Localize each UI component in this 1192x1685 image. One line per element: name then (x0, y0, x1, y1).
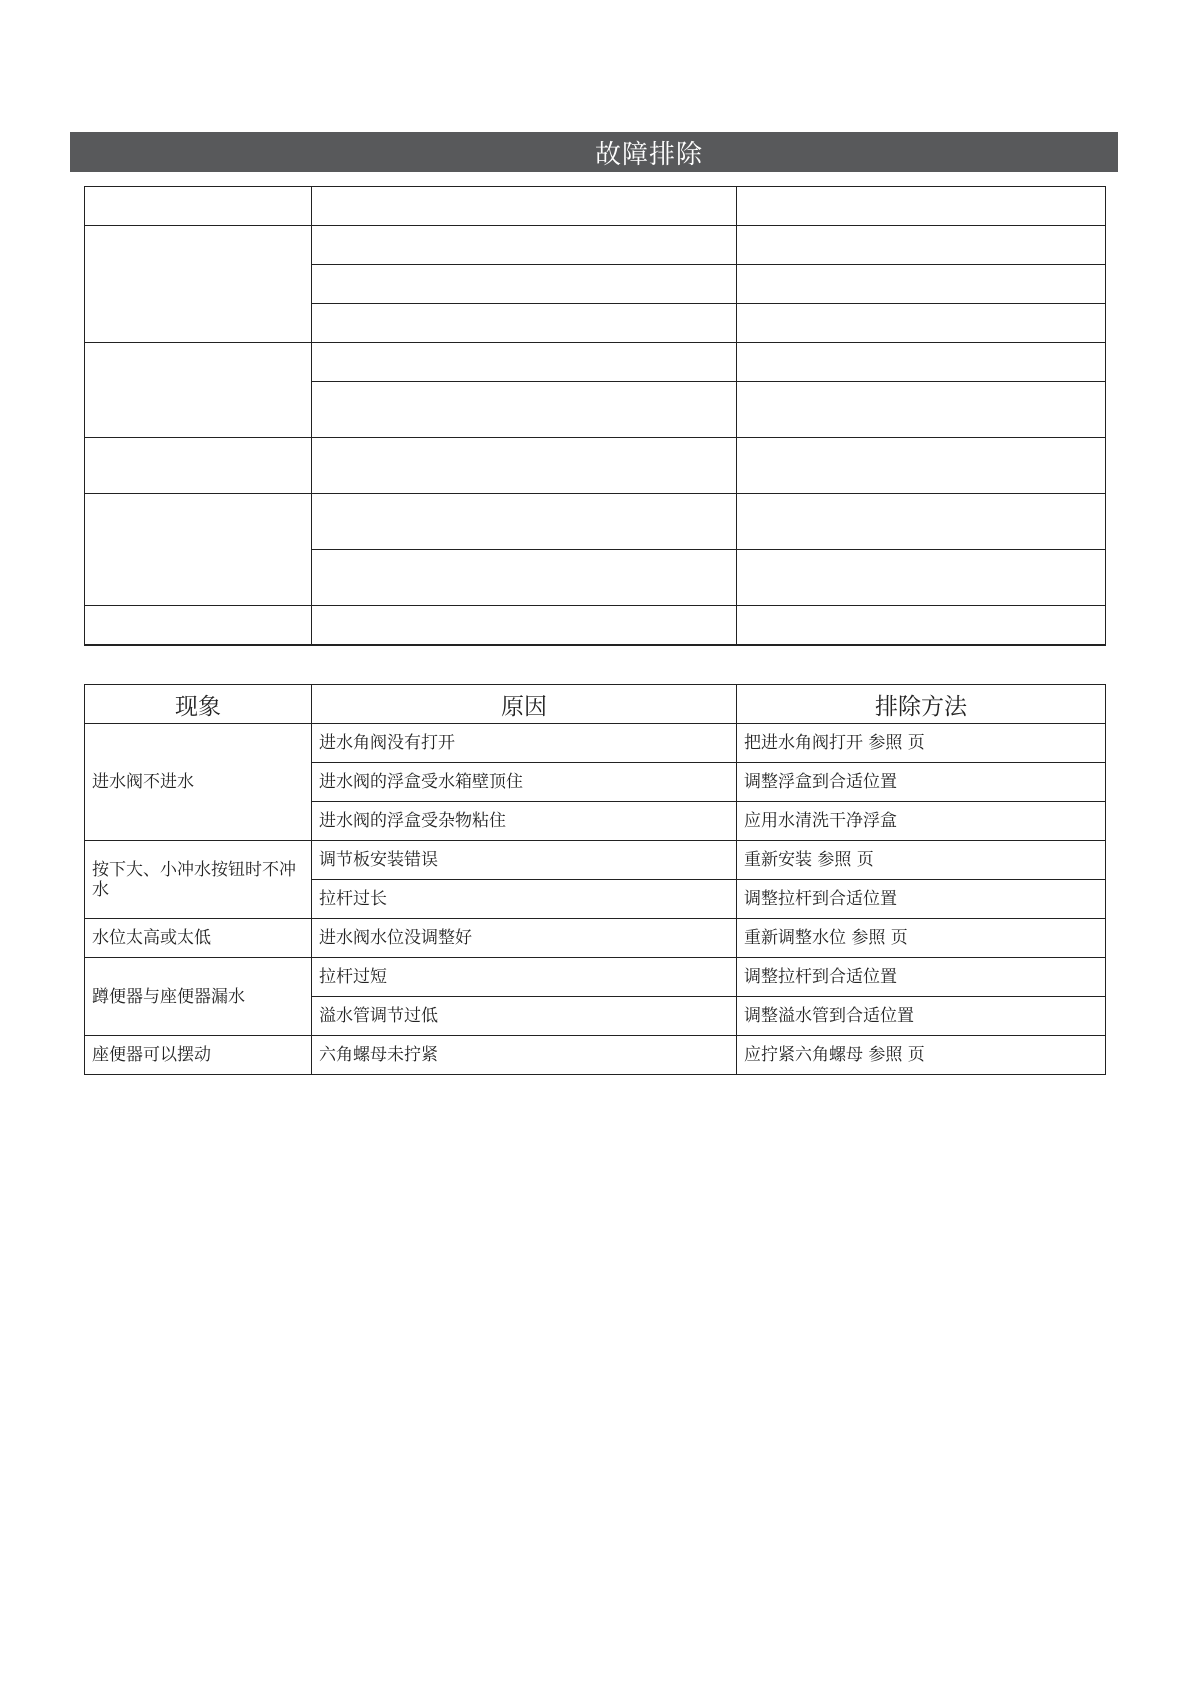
remedy-cell: 重新安装 参照 页 (737, 841, 1106, 880)
table-row (85, 958, 1106, 997)
symptom-cell: 按下大、小冲水按钮时不冲水 (85, 841, 312, 919)
table-row (85, 724, 1106, 763)
table-row (85, 438, 1106, 494)
table-cell (737, 494, 1106, 550)
cause-cell: 调节板安装错误 (312, 841, 737, 880)
remedy-cell: 重新调整水位 参照 页 (737, 919, 1106, 958)
cause-cell: 溢水管调节过低 (312, 997, 737, 1036)
cause-cell: 进水阀水位没调整好 (312, 919, 737, 958)
table-row (85, 841, 1106, 880)
table-cell (737, 550, 1106, 606)
table-cell (85, 343, 312, 438)
table-row (85, 187, 1106, 226)
remedy-cell: 应拧紧六角螺母 参照 页 (737, 1036, 1106, 1075)
header-remedy: 排除方法 (737, 685, 1106, 724)
table-row (85, 494, 1106, 550)
symptom-cell: 座便器可以摆动 (85, 1036, 312, 1075)
table-cell (312, 438, 737, 494)
section-title-bar (70, 132, 1118, 172)
table-cell (312, 226, 737, 265)
table-cell (737, 187, 1106, 226)
blank-table (84, 186, 1106, 646)
table-header-row (85, 685, 1106, 724)
table-cell (312, 494, 737, 550)
table-cell (312, 550, 737, 606)
table-row (85, 226, 1106, 265)
table-row (85, 919, 1106, 958)
table-cell (85, 438, 312, 494)
table-cell (737, 343, 1106, 382)
table-cell (312, 187, 737, 226)
table-cell (737, 382, 1106, 438)
table-cell (737, 606, 1106, 646)
symptom-cell: 进水阀不进水 (85, 724, 312, 841)
table-cell (312, 382, 737, 438)
symptom-cell: 水位太高或太低 (85, 919, 312, 958)
cause-cell: 拉杆过长 (312, 880, 737, 919)
table-cell (312, 606, 737, 646)
table-cell (737, 226, 1106, 265)
cause-cell: 进水阀的浮盒受水箱壁顶住 (312, 763, 737, 802)
header-cause: 原因 (312, 685, 737, 724)
cause-cell: 进水角阀没有打开 (312, 724, 737, 763)
table-row (85, 1036, 1106, 1075)
table-cell (85, 494, 312, 606)
table-cell (85, 606, 312, 646)
cause-cell: 进水阀的浮盒受杂物粘住 (312, 802, 737, 841)
remedy-cell: 调整浮盒到合适位置 (737, 763, 1106, 802)
remedy-cell: 调整溢水管到合适位置 (737, 997, 1106, 1036)
symptom-cell: 蹲便器与座便器漏水 (85, 958, 312, 1036)
remedy-cell: 调整拉杆到合适位置 (737, 880, 1106, 919)
remedy-cell: 调整拉杆到合适位置 (737, 958, 1106, 997)
table-cell (312, 304, 737, 343)
remedy-cell: 应用水清洗干净浮盒 (737, 802, 1106, 841)
table-cell (312, 343, 737, 382)
cause-cell: 拉杆过短 (312, 958, 737, 997)
table-cell (737, 265, 1106, 304)
page-title: 故障排除 (594, 139, 703, 170)
troubleshooting-table (84, 684, 1106, 1075)
header-symptom: 现象 (85, 685, 312, 724)
table-cell (737, 304, 1106, 343)
table-cell (737, 438, 1106, 494)
remedy-cell: 把进水角阀打开 参照 页 (737, 724, 1106, 763)
table-row (85, 343, 1106, 382)
table-cell (85, 226, 312, 343)
table-cell (312, 265, 737, 304)
cause-cell: 六角螺母未拧紧 (312, 1036, 737, 1075)
table-row (85, 606, 1106, 646)
table-cell (85, 187, 312, 226)
